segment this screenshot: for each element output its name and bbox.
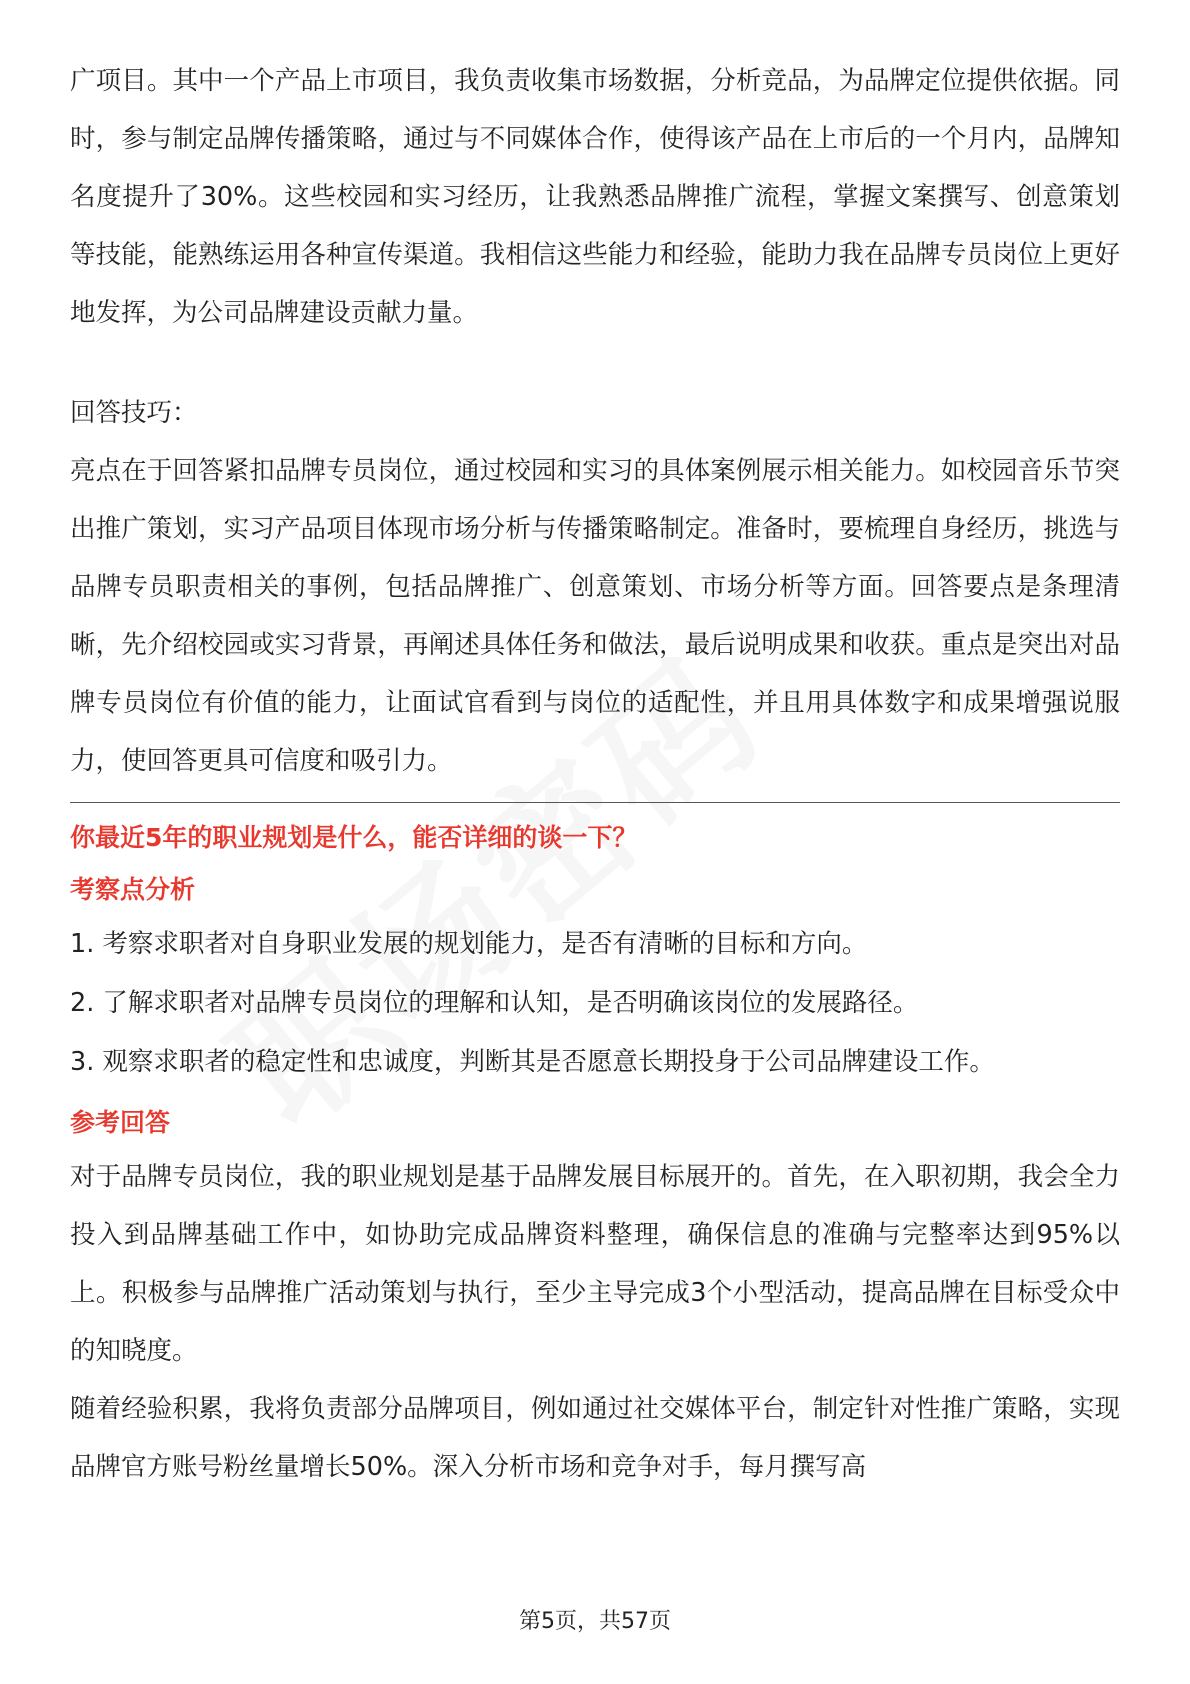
answer-paragraph: 随着经验积累，我将负责部分品牌项目，例如通过社交媒体平台，制定针对性推广策略，实现品牌官方账号粉丝量增长50%。深入分析市场和竞争对手，每月撰写高: [70, 1394, 1120, 1482]
analysis-point: 1. 考察求职者对自身职业发展的规划能力，是否有清晰的目标和方向。: [70, 929, 868, 959]
tips-paragraph: 亮点在于回答紧扣品牌专员岗位，通过校园和实习的具体案例展示相关能力。如校园音乐节突出推广策划，实习产品项目体现市场分析与传播策略制定。准备时，要梳理自身经历，挑选与品牌专员职责相关的事例，包括品牌推广、创意策划、市场分析等方面。回答要点是条理清晰，先介绍校园或实习背景，再阐述具体任务和做法，最后说明成果和收获。重点是突出对品牌专员岗位有价值的能力，让面试官看到与岗位的适配性，并且用具体数字和成果增强说服力，使回答更具可信度和吸引力。: [70, 456, 1120, 776]
analysis-point: 3. 观察求职者的稳定性和忠诚度，判断其是否愿意长期投身于公司品牌建设工作。: [70, 1047, 995, 1077]
answer-heading: 参考回答: [70, 1108, 171, 1137]
question-title: 你最近5年的职业规划是什么，能否详细的谈一下？: [70, 823, 638, 852]
section-divider: [70, 802, 1120, 803]
analysis-heading: 考察点分析: [70, 875, 196, 904]
analysis-list: [70, 915, 1120, 1092]
answer-paragraph: 对于品牌专员岗位，我的职业规划是基于品牌发展目标展开的。首先，在入职初期，我会全力投入到品牌基础工作中，如协助完成品牌资料整理，确保信息的准确与完整率达到95%以上。积极参与品牌推广活动策划与执行，至少主导完成3个小型活动，提高品牌在目标受众中的知晓度。: [70, 1162, 1120, 1366]
spacer: [70, 342, 1120, 384]
page-number-footer: 第5页，共57页: [519, 1609, 671, 1634]
page-content: [70, 52, 1120, 1496]
analysis-point: 2. 了解求职者对品牌专员岗位的理解和认知，是否明确该岗位的发展路径。: [70, 988, 919, 1018]
intro-paragraph: 广项目。其中一个产品上市项目，我负责收集市场数据，分析竞品，为品牌定位提供依据。同时，参与制定品牌传播策略，通过与不同媒体合作，使得该产品在上市后的一个月内，品牌知名度提升了30%。这些校园和实习经历，让我熟悉品牌推广流程，掌握文案撰写、创意策划等技能，能熟练运用各种宣传渠道。我相信这些能力和经验，能助力我在品牌专员岗位上更好地发挥，为公司品牌建设贡献力量。: [70, 66, 1120, 328]
tips-label: 回答技巧：: [70, 398, 198, 428]
